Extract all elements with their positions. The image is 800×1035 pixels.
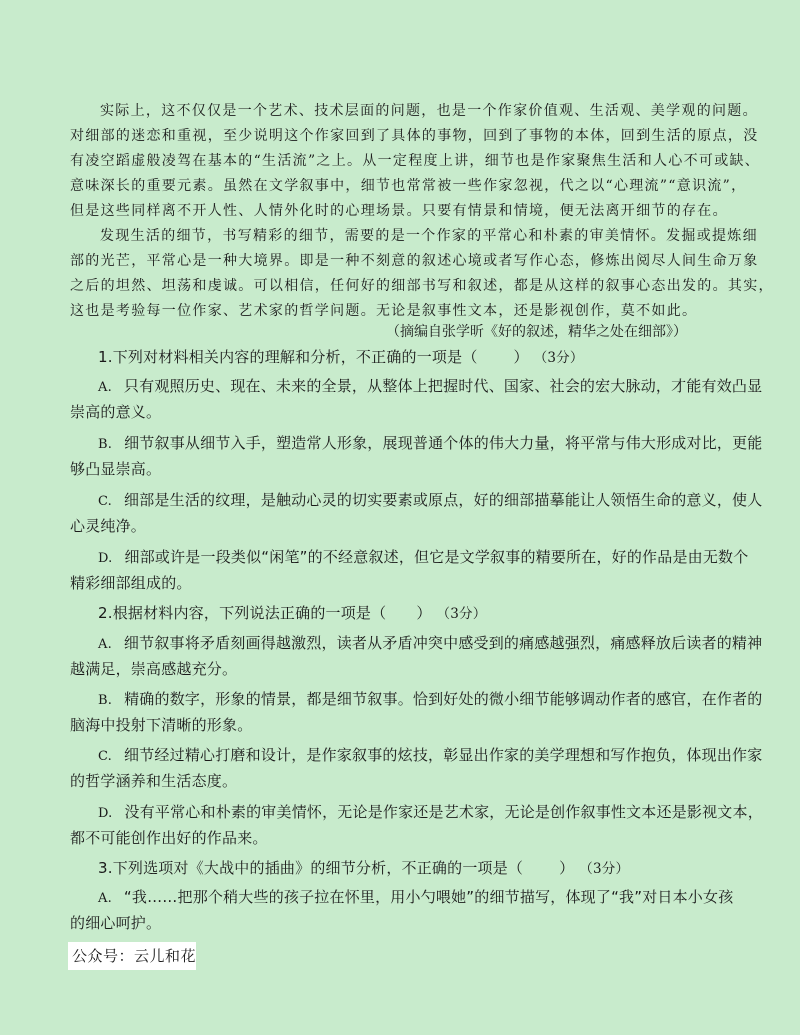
option-a-continued: 越满足，崇高感越充分。 [70, 660, 238, 678]
question-score: （3分） [533, 350, 584, 366]
option-a: A. 只有观照历史、现在、未来的全景，从整体上把握时代、国家、社会的宏大脉动，才能有效凸显 [98, 377, 763, 395]
passage-line: 部的光芒，平常心是一种大境界。即是一种不刻意的叙述心境或者写作心态，修炼出阅尽人间生命万象 [70, 253, 759, 269]
wechat-account-tag: 公众号：云儿和花 [68, 942, 196, 970]
option-a: A. 细节叙事将矛盾刻画得越激烈，读者从矛盾冲突中感受到的痛感越强烈，痛感释放后读者的精神 [98, 634, 763, 652]
option-a: A. “我……把那个稍大些的孩子拉在怀里，用小勺喂她”的细节描写，体现了“我”对日本小女孩 [98, 888, 734, 906]
question-stem: 1.下列对材料相关内容的理解和分析，不正确的一项是（ ） （3分） [98, 348, 584, 366]
question-score: （3分） [579, 861, 630, 877]
option-c-continued: 的哲学涵养和生活态度。 [70, 772, 238, 790]
option-a-continued: 的细心呵护。 [70, 914, 162, 932]
option-b: B. 细节叙事从细节入手，塑造常人形象，展现普通个体的伟大力量，将平常与伟大形成对比，更能 [98, 434, 763, 452]
passage-source: （摘编自张学昕《好的叙述，精华之处在细部》） [386, 324, 687, 340]
option-b-continued: 脑海中投射下清晰的形象。 [70, 716, 253, 734]
option-c: C. 细部是生活的纹理，是触动心灵的切实要素或原点，好的细部描摹能让人领悟生命的意义，使人 [98, 491, 763, 509]
question-score: （3分） [436, 606, 487, 622]
passage-line: 发现生活的细节，书写精彩的细节，需要的是一个作家的平常心和朴素的审美情怀。发掘或提炼细 [100, 228, 758, 244]
passage-line: 对细部的迷恋和重视，至少说明这个作家回到了具体的事物，回到了事物的本体，回到生活的原点，没 [70, 128, 759, 144]
passage-line: 但是这些同样离不开人性、人情外化时的心理场景。只要有情景和情境，便无法离开细节的存在。 [70, 203, 728, 219]
passage-line: 实际上，这不仅仅是一个艺术、技术层面的问题，也是一个作家价值观、生活观、美学观的问题。 [100, 103, 758, 119]
passage-line: 这也是考验每一位作家、艺术家的哲学问题。无论是叙事性文本，还是影视创作，莫不如此。 [70, 303, 698, 319]
option-d-continued: 精彩细部组成的。 [70, 574, 192, 592]
passage-line: 有凌空蹈虚般凌驾在基本的“生活流”之上。从一定程度上讲，细节也是作家聚焦生活和人心不可或缺、 [70, 153, 761, 169]
option-d: D. 没有平常心和朴素的审美情怀，无论是作家还是艺术家，无论是创作叙事性文本还是影视文本， [98, 803, 763, 821]
question-stem: 2.根据材料内容，下列说法正确的一项是（ ） （3分） [98, 604, 487, 622]
option-a-continued: 崇高的意义。 [70, 403, 162, 421]
option-b-continued: 够凸显崇高。 [70, 460, 162, 478]
passage-line: 之后的坦然、坦荡和虔诚。可以相信，任何好的细部书写和叙述，都是从这样的叙事心态出发的。其实， [70, 278, 774, 294]
option-b: B. 精确的数字，形象的情景，都是细节叙事。恰到好处的微小细节能够调动作者的感官，在作者的 [98, 690, 763, 708]
option-c-continued: 心灵纯净。 [70, 517, 147, 535]
option-d: D. 细部或许是一段类似“闲笔”的不经意叙述，但它是文学叙事的精要所在，好的作品是由无数个 [98, 548, 749, 566]
passage-line: 意味深长的重要元素。虽然在文学叙事中，细节也常常被一些作家忽视，代之以“心理流”“意识流”， [70, 178, 747, 194]
option-d-continued: 都不可能创作出好的作品来。 [70, 829, 268, 847]
question-stem: 3.下列选项对《大战中的插曲》的细节分析，不正确的一项是（ ） （3分） [98, 859, 630, 877]
option-c: C. 细节经过精心打磨和设计，是作家叙事的炫技，彰显出作家的美学理想和写作抱负，体现出作家 [98, 746, 763, 764]
